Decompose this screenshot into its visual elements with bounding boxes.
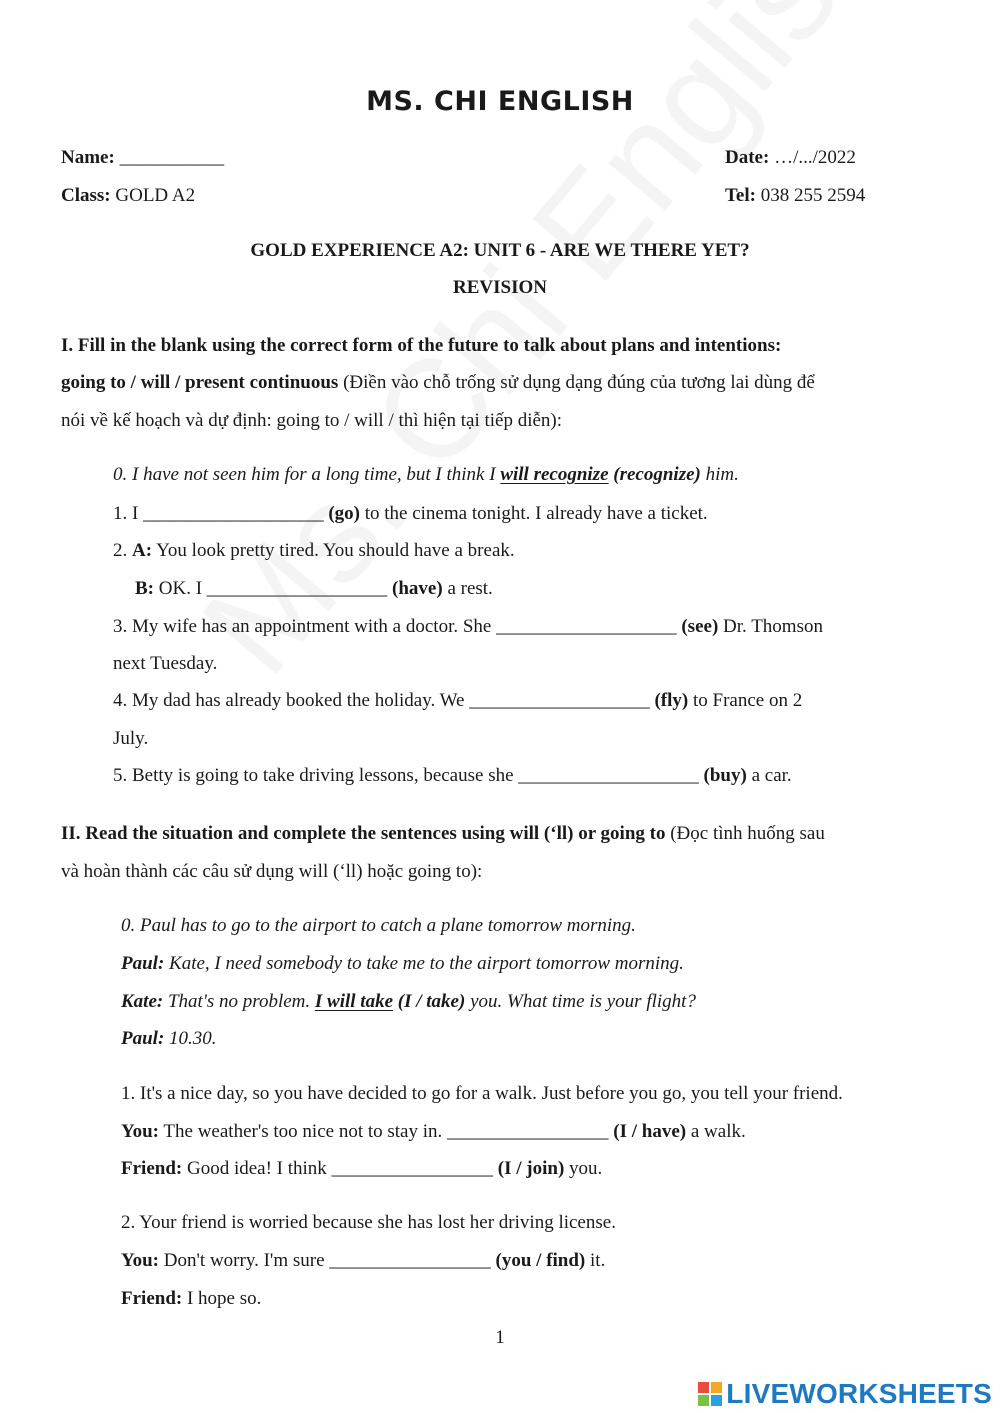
- q2b-speaker: B:: [135, 578, 154, 599]
- class-field: [61, 184, 195, 208]
- q2a-speaker: A:: [132, 540, 153, 561]
- tel-label: Tel:: [725, 185, 756, 206]
- section2-example-line3: [121, 1027, 217, 1051]
- example-answer: will recognize: [500, 464, 609, 485]
- example-kate-answer: I will take: [314, 991, 394, 1012]
- tel-field: [725, 184, 865, 208]
- question-4-line2: July.: [113, 728, 149, 749]
- question-1: [113, 502, 708, 526]
- section2-example-line2: [121, 990, 696, 1014]
- question-2a: [113, 539, 515, 563]
- s2-q1-friend-line: [121, 1157, 602, 1181]
- s2-q1-you-cue: (I / have): [613, 1121, 687, 1142]
- example-kate-before: That's no problem.: [163, 991, 315, 1012]
- section1-heading-line3: nói về kế hoạch và dự định: going to / will / thì hiện tại tiếp diễn):: [61, 410, 563, 431]
- q2b-cue: (have): [392, 578, 443, 599]
- s2-q1-situation: 1. It's a nice day, so you have decided to go for a walk. Just before you go, you tell your friend.: [121, 1083, 843, 1104]
- q4-before: 4. My dad has already booked the holiday. We ___________________: [113, 690, 655, 711]
- s2-q1-you-line: [121, 1120, 746, 1144]
- section1-example: [113, 463, 739, 487]
- s2-q2-you-speaker: You:: [121, 1250, 160, 1271]
- date-value: …/.../2022: [769, 147, 856, 168]
- s2-q1-you-after: a walk.: [686, 1121, 746, 1142]
- section2-heading-rest: (Đọc tình huống sau: [665, 823, 825, 844]
- logo-block: [711, 1382, 722, 1393]
- q2b-before: OK. I ___________________: [154, 578, 393, 599]
- s2-q2-friend-line: [121, 1287, 261, 1311]
- question-4: [113, 689, 802, 713]
- q2a-text: You look pretty tired. You should have a break.: [152, 540, 515, 561]
- section1-heading-line2: [61, 371, 815, 395]
- example-paul2-speaker: Paul:: [121, 1028, 165, 1049]
- date-field: [725, 146, 856, 170]
- q4-cue: (fly): [654, 690, 689, 711]
- section2-heading-bold: II. Read the situation and complete the sentences using will (‘ll) or going to: [61, 823, 666, 844]
- tel-value: 038 255 2594: [755, 185, 866, 206]
- section2-example-line1: [121, 952, 684, 976]
- s2-q1-friend-speaker: Friend:: [121, 1158, 183, 1179]
- page-title: MS. CHI ENGLISH: [366, 86, 634, 117]
- q1-after: to the cinema tonight. I already have a ticket.: [359, 503, 708, 524]
- logo-blocks-icon: [698, 1382, 722, 1406]
- example-after: him.: [700, 464, 739, 485]
- example-before: 0. I have not seen him for a long time, but I think I: [113, 464, 501, 485]
- s2-q2-situation: 2. Your friend is worried because she has lost her driving license.: [121, 1212, 616, 1233]
- section1-heading-bold: going to / will / present continuous: [61, 372, 339, 393]
- class-value: GOLD A2: [110, 185, 196, 206]
- page-number: 1: [495, 1327, 505, 1348]
- q1-cue: (go): [328, 503, 360, 524]
- unit-title: GOLD EXPERIENCE A2: UNIT 6 - ARE WE THERE YET?: [250, 240, 750, 261]
- logo-block: [698, 1382, 709, 1393]
- s2-q1-you-before: The weather's too nice not to stay in. _________________: [159, 1121, 614, 1142]
- s2-q1-you-speaker: You:: [121, 1121, 160, 1142]
- logo-block: [698, 1395, 709, 1406]
- example-kate-after: you. What time is your flight?: [465, 991, 696, 1012]
- q4-after: to France on 2: [688, 690, 803, 711]
- logo-text: LIVEWORKSHEETS: [726, 1378, 992, 1409]
- question-3-line2: next Tuesday.: [113, 653, 218, 674]
- s2-q2-friend-text: I hope so.: [182, 1288, 262, 1309]
- example-kate-cue: (I / take): [397, 991, 466, 1012]
- s2-q1-friend-cue: (I / join): [497, 1158, 565, 1179]
- section2-heading-line2: và hoàn thành các câu sử dụng will (‘ll) hoặc going to):: [61, 861, 483, 882]
- question-2b: [135, 577, 493, 601]
- example-paul2-text: 10.30.: [164, 1028, 217, 1049]
- section1-heading-rest: (Điền vào chỗ trống sử dụng dạng đúng của tương lai dùng để: [338, 372, 815, 393]
- example-kate-speaker: Kate:: [121, 991, 164, 1012]
- q5-before: 5. Betty is going to take driving lessons, because she ___________________: [113, 765, 704, 786]
- q3-cue: (see): [681, 616, 719, 637]
- section1-heading-line1: I. Fill in the blank using the correct form of the future to talk about plans and intentions:: [61, 335, 782, 356]
- class-label: Class:: [61, 185, 111, 206]
- q2b-after: a rest.: [442, 578, 493, 599]
- s2-q2-friend-speaker: Friend:: [121, 1288, 183, 1309]
- name-label: Name:: [61, 147, 115, 168]
- q5-after: a car.: [746, 765, 792, 786]
- name-field: [61, 146, 224, 170]
- example-cue: (recognize): [613, 464, 701, 485]
- date-label: Date:: [725, 147, 770, 168]
- s2-q2-you-after: it.: [585, 1250, 606, 1271]
- section2-heading-line1: [61, 822, 825, 846]
- question-3: [113, 615, 823, 639]
- s2-q2-you-cue: (you / find): [495, 1250, 586, 1271]
- q5-cue: (buy): [703, 765, 747, 786]
- question-5: [113, 764, 792, 788]
- q2a-number: 2.: [113, 540, 132, 561]
- q3-after: Dr. Thomson: [718, 616, 823, 637]
- s2-q1-friend-after: you.: [564, 1158, 603, 1179]
- revision-subtitle: REVISION: [453, 277, 547, 298]
- q1-before: 1. I ___________________: [113, 503, 329, 524]
- example-paul-text: Kate, I need somebody to take me to the airport tomorrow morning.: [164, 953, 684, 974]
- section2-example-situation: 0. Paul has to go to the airport to catch a plane tomorrow morning.: [121, 915, 636, 936]
- s2-q2-you-before: Don't worry. I'm sure _________________: [159, 1250, 496, 1271]
- logo-block: [711, 1395, 722, 1406]
- s2-q1-friend-before: Good idea! I think _________________: [182, 1158, 498, 1179]
- example-paul-speaker: Paul:: [121, 953, 165, 974]
- name-value: ___________: [114, 147, 225, 168]
- q3-before: 3. My wife has an appointment with a doctor. She ___________________: [113, 616, 682, 637]
- liveworksheets-logo[interactable]: [698, 1378, 992, 1410]
- s2-q2-you-line: [121, 1249, 605, 1273]
